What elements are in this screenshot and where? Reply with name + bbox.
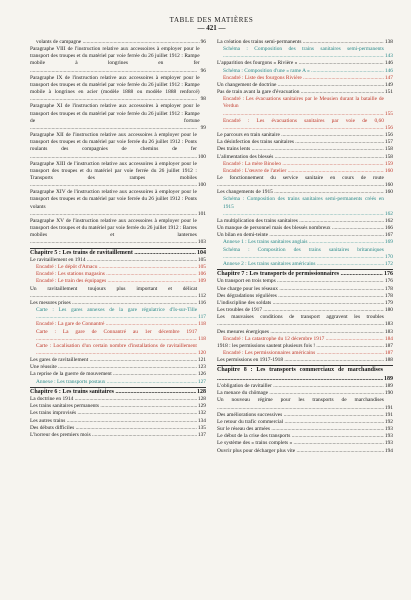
toc-entry-title: Paragraphe XIV de l'instruction relative aux accessoires à employer pour le transport des troupes et du matériel par voie ferrée du 26 juillet 1912 : Ponts volants ..... [30, 189, 197, 218]
toc-entry [30, 329, 206, 343]
toc-entry-page: 162 [384, 210, 393, 217]
toc-entry-page: 179 [384, 299, 393, 306]
toc-entry-title: Encadré : Le train des équipages ..... [36, 278, 197, 285]
toc-entry-page: 149 [384, 81, 393, 88]
toc-entry-page: 146 [384, 60, 393, 67]
toc-entry-page: 118 [198, 335, 206, 342]
toc-entry [30, 379, 206, 386]
toc-entry [30, 257, 206, 264]
toc-entry-page: 112 [198, 292, 206, 299]
toc-entry [217, 448, 393, 455]
toc-entry-title: Paragraphe VIII de l'instruction relative aux accessoires à employer pour le transport des troupes et du matériel par voie ferrée du 26 juillet 1912 : Rampe mobile à longrines en fer ..... [30, 46, 200, 75]
toc-entry-title: Carte : Localisation d'un certain nombre d'installations de ravitaillement ..... [36, 343, 197, 357]
toc-entry [217, 278, 393, 285]
toc-entry-title: L'horreur des premiers mois ..... [30, 432, 197, 439]
toc-entry [30, 75, 206, 104]
toc-entry-page: 178 [384, 292, 393, 299]
toc-entry-title: Un nouveau régime pour les transports de marchandises ..... [217, 397, 384, 411]
toc-entry [217, 218, 393, 225]
toc-entry-title: Schéma : Composition des trains sanitaires britanniques ..... [223, 247, 384, 261]
toc-right-column [217, 39, 393, 455]
toc-entry [30, 300, 206, 307]
toc-entry-title: Schéma : Composition des trains sanitaires semi-permanents ..... [223, 46, 384, 60]
toc-entry-page: 187 [384, 349, 393, 356]
toc-entry-page: 189 [384, 383, 393, 390]
toc-entry [30, 396, 206, 403]
toc-entry-page: 176 [384, 271, 393, 277]
toc-entry-title: Un bilan en demi-teinte ..... [217, 232, 384, 239]
toc-entry-page: 128 [197, 396, 206, 403]
toc-entry [217, 39, 393, 46]
toc-entry [30, 218, 206, 247]
toc-entry [217, 426, 393, 433]
toc-entry-title: Un ravitaillement toujours plus important et délicat ..... [30, 286, 197, 300]
toc-entry [30, 432, 206, 439]
toc-entry [30, 161, 206, 190]
toc-entry-title: La doctrine en 1914 ..... [30, 396, 197, 403]
toc-entry-page: 100 [197, 153, 206, 160]
toc-entry-page: 184 [384, 335, 393, 342]
toc-entry-page: 183 [384, 328, 393, 335]
toc-entry [30, 278, 206, 285]
toc-entry-title: Paragraphe XIII de l'instruction relative aux accessoires à employer pour le transport des troupes et du matériel par voie ferrée du 26 juillet 1912 : Transports des rampes mobiles ..... [30, 161, 197, 190]
toc-entry [30, 39, 206, 46]
toc-entry-title: Chapitre 6 : Les trains sanitaires ..... [30, 388, 196, 396]
toc-entry [217, 336, 393, 343]
toc-entry-page: 121 [197, 357, 206, 364]
toc-entry-title: Encadré : La catastrophe du 12 décembre 1917 ..... [223, 336, 384, 343]
toc-entry-title: Chapitre 7 : Les transports de permissionnaires ..... [217, 270, 383, 278]
toc-entry-page: 158 [384, 146, 393, 153]
toc-entry-page: 166 [384, 225, 393, 232]
toc-entry-page: 127 [197, 378, 206, 385]
toc-entry-title: L'indiscipline des soldats ..... [217, 300, 384, 307]
toc-entry-title: Schéma : Composition des trains sanitaires semi-permanents créés en 1915 ..... [223, 196, 384, 217]
toc-entry-page: 116 [198, 299, 206, 306]
toc-entry-page: 160 [384, 167, 393, 174]
toc-entry-title: Paragraphe IX de l'instruction relative aux accessoires à employer pour le transport des troupes et du matériel par voie ferrée du 26 juillet 1912 : Rampe mobile à longrines en acier (modèle 1888 ou modèle 1888 renforcé) ..... [30, 75, 200, 104]
toc-entry-title: Les changements de 1915 ..... [217, 189, 384, 196]
toc-entry [217, 82, 393, 89]
toc-entry-page: 172 [384, 260, 393, 267]
toc-entry [217, 350, 393, 357]
toc-entry [30, 371, 206, 378]
toc-entry [30, 307, 206, 321]
toc-entry [30, 321, 206, 328]
page-number: — 421 — [197, 24, 226, 32]
toc-entry-title: Ouvrir plus pour décharger plus vite ..... [217, 448, 384, 455]
toc-entry-title: La création des trains semi-permanents ..... [217, 39, 384, 46]
toc-entry [217, 247, 393, 261]
toc-entry-page: 183 [384, 321, 393, 328]
page-header: TABLE DES MATIÈRES [169, 16, 254, 24]
toc-entry-page: 146 [384, 67, 393, 74]
toc-entry [217, 225, 393, 232]
toc-entry-title: Le début de la crise des transports ..... [217, 433, 384, 440]
toc-entry-page: 134 [197, 417, 206, 424]
toc-entry-title: Encadré : Les permissionnaires américains ..... [223, 350, 384, 357]
toc-entry-title: Encadré : Liste des fourgons Rivière ..... [223, 75, 384, 82]
toc-entry-page: 189 [384, 375, 393, 382]
toc-entry [30, 271, 206, 278]
toc-entry-title: Carte : Les gares annexes de la gare régulatrice d'Is-sur-Tille ..... [36, 307, 197, 321]
toc-entry [30, 264, 206, 271]
toc-entry-title: Les mauvaises conditions de transport aggravent les troubles ..... [217, 314, 384, 328]
toc-entry-title: Les permissions en 1917-1918 ..... [217, 357, 384, 364]
toc-entry [217, 189, 393, 196]
toc-entry [217, 433, 393, 440]
toc-entry-title: Les trains improvisés ..... [30, 410, 197, 417]
toc-entry-page: 138 [384, 39, 393, 45]
toc-chapter-heading [217, 365, 393, 383]
toc-entry [30, 418, 206, 425]
toc-entry-title: Paragraphe XI de l'instruction relative aux accessoires à employer pour le transport des troupes et du matériel par voie ferrée du 26 juillet 1912 : Rampe de fortune ..... [30, 103, 200, 132]
toc-entry [217, 139, 393, 146]
toc-entry-page: 105 [197, 256, 206, 263]
toc-entry-page: 159 [384, 160, 393, 167]
toc-entry-page: 160 [384, 189, 393, 196]
toc-entry [217, 293, 393, 300]
toc-entry-title: Paragraphe XII de l'instruction relative aux accessoires à employer pour le transport des troupes et du matériel par voie ferrée du 26 juillet 1912 : Ponts roulants des compagnies de chemins de fer ..... [30, 132, 197, 161]
toc-entry [217, 329, 393, 336]
toc-chapter-heading [217, 269, 393, 278]
toc-entry-title: Encadré : Les évacuations sanitaires par voie de 0,60 ..... [223, 118, 384, 132]
toc-entry-title: Encadré : La gare de Connantré ..... [36, 321, 197, 328]
toc-chapter-heading [30, 387, 206, 396]
toc-entry-page: 169 [384, 239, 393, 246]
toc-entry-title: L'obligation de ravitailler ..... [217, 383, 384, 390]
toc-entry [217, 314, 393, 328]
toc-entry-page: 191 [384, 404, 393, 411]
toc-entry-page: 96 [200, 67, 206, 74]
toc-entry-page: 117 [198, 314, 206, 321]
toc-entry-title: Des trains lents ..... [217, 146, 384, 153]
toc-entry-title: Un transport en trois temps ..... [217, 278, 384, 285]
toc-entry-page: 191 [384, 411, 393, 418]
toc-entry-title: Un changement de doctrine ..... [217, 82, 384, 89]
toc-entry-page: 156 [384, 132, 393, 139]
toc-entry-page: 106 [197, 271, 206, 278]
toc-entry [217, 239, 393, 246]
toc-entry [217, 383, 393, 390]
toc-entry [217, 196, 393, 217]
toc-entry [217, 232, 393, 239]
toc-entry-title: Annexe 1 : Les trains sanitaires anglais ..... [223, 239, 384, 246]
toc-entry [217, 96, 393, 117]
toc-columns [30, 39, 393, 455]
toc-entry [217, 261, 393, 268]
toc-entry-page: 193 [384, 433, 393, 440]
toc-entry-title: Encadré : L'œuvre de l'atelier ..... [223, 168, 384, 175]
toc-entry-title: Annexe 2 : Les trains sanitaires américains ..... [223, 261, 384, 268]
toc-entry [217, 75, 393, 82]
toc-entry-page: 192 [384, 418, 393, 425]
toc-entry-title: Les trains sanitaires permanents ..... [30, 403, 197, 410]
toc-entry-page: 147 [384, 74, 393, 81]
toc-entry-page: 109 [197, 278, 206, 285]
toc-entry [30, 103, 206, 132]
toc-entry [30, 286, 206, 300]
toc-entry-page: 135 [197, 424, 206, 431]
toc-entry-title: La reprise de la guerre de mouvement ..... [30, 371, 197, 378]
toc-entry-page: 190 [384, 390, 393, 397]
toc-entry-title: Une charge pour les réseaux ..... [217, 286, 384, 293]
toc-entry [217, 286, 393, 293]
toc-entry-title: Annexe : Les transports postaux ..... [36, 379, 197, 386]
toc-entry [217, 357, 393, 364]
toc-entry-page: 158 [384, 153, 393, 160]
toc-entry-title: La multiplication des trains sanitaires ..... [217, 218, 384, 225]
toc-entry-title: La menace du chômage ..... [217, 390, 384, 397]
toc-entry-title: 1918 : les permissions sautent plusieurs fois ! ..... [217, 343, 384, 350]
toc-entry-page: 160 [384, 182, 393, 189]
toc-entry-title: Des mesures énergiques ..... [217, 329, 384, 336]
toc-entry-page: 193 [384, 426, 393, 433]
toc-entry-page: 143 [384, 53, 393, 60]
toc-entry [217, 397, 393, 411]
toc-entry [30, 403, 206, 410]
toc-entry [30, 357, 206, 364]
toc-entry [217, 118, 393, 132]
toc-entry [217, 46, 393, 60]
toc-entry-title: Sur le réseau des armées ..... [217, 426, 384, 433]
toc-entry-page: 178 [384, 285, 393, 292]
toc-entry-title: Encadré : La mère Binoleo ..... [223, 161, 384, 168]
toc-entry [30, 364, 206, 371]
toc-entry-title: Des dégradations régulières ..... [217, 293, 384, 300]
toc-entry [30, 46, 206, 75]
toc-entry-page: 151 [384, 89, 393, 96]
toc-entry-page: 167 [384, 232, 393, 239]
toc-entry-title: Les gares de ravitaillement ..... [30, 357, 197, 364]
toc-entry-page: 157 [384, 139, 393, 146]
toc-entry [217, 343, 393, 350]
toc-entry [30, 425, 206, 432]
toc-entry-title: Paragraphe XV de l'instruction relative aux accessoires à employer pour le transport des troupes et du matériel par voie ferrée du 26 juillet 1912 : Barres mobiles et lanternes ..... [30, 218, 197, 247]
toc-entry-title: Une réussite ..... [30, 364, 197, 371]
toc-entry [217, 89, 393, 96]
toc-entry [217, 300, 393, 307]
toc-entry-page: 123 [197, 364, 206, 371]
toc-entry-page: 99 [200, 124, 206, 131]
toc-entry [217, 146, 393, 153]
toc-entry-title: volants de campagne ..... [36, 39, 200, 46]
toc-entry-page: 118 [198, 321, 206, 328]
toc-entry-page: 126 [197, 371, 206, 378]
toc-entry-title: Pas de train avant la gare d'évacuation ..... [217, 89, 384, 96]
toc-entry-title: Des améliorations successives ..... [217, 412, 384, 419]
toc-entry-title: Les troubles de 1917 ..... [217, 307, 384, 314]
toc-entry [30, 410, 206, 417]
toc-entry-title: Encadré : Le dépôt d'Amacu ..... [36, 264, 197, 271]
toc-entry-page: 188 [384, 357, 393, 364]
toc-entry-title: L'apparition des fourgons « Rivière » ..... [217, 60, 384, 67]
toc-entry [30, 343, 206, 357]
toc-entry [217, 60, 393, 67]
toc-entry-title: Le système des « trains complets » ..... [217, 440, 384, 447]
toc-entry-title: Des débuts difficiles ..... [30, 425, 197, 432]
toc-entry-page: 105 [197, 264, 206, 271]
toc-entry [30, 189, 206, 218]
toc-entry [217, 132, 393, 139]
toc-entry [30, 132, 206, 161]
toc-entry-page: 98 [200, 96, 206, 103]
toc-entry-page: 132 [197, 410, 206, 417]
toc-entry-title: Encadré : Les stations magasins ..... [36, 271, 197, 278]
toc-entry [217, 307, 393, 314]
toc-entry [217, 440, 393, 447]
toc-entry-page: 101 [197, 210, 206, 217]
toc-entry-title: Le parcours en train sanitaire ..... [217, 132, 384, 139]
toc-entry-page: 137 [197, 431, 206, 438]
toc-entry-title: Carte : La gare de Connantré au 1er décembre 1917 ..... [36, 329, 197, 343]
toc-entry-title: Les mesures prises ..... [30, 300, 197, 307]
toc-entry [217, 419, 393, 426]
toc-entry-page: 120 [197, 349, 206, 356]
toc-entry-page: 156 [384, 124, 393, 131]
toc-entry-title: Un manque de personnel mais des blessés nombreux ..... [217, 225, 384, 232]
toc-entry-page: 103 [197, 239, 206, 246]
toc-entry-page: 180 [384, 307, 393, 314]
toc-entry-title: Le ravitaillement en 1914 ..... [30, 257, 197, 264]
toc-chapter-heading [30, 248, 206, 257]
toc-entry-title: Encadré : Les évacuations sanitaires par le Meusien durant la bataille de Verdun ..... [223, 96, 384, 117]
toc-left-column [30, 39, 206, 455]
toc-entry [217, 68, 393, 75]
toc-entry-page: 194 [384, 447, 393, 454]
toc-entry-page: 129 [197, 403, 206, 410]
toc-entry-page: 104 [197, 249, 206, 256]
toc-entry-page: 193 [384, 440, 393, 447]
toc-entry-page: 176 [384, 278, 393, 285]
toc-entry-title: Le retour du trafic commercial ..... [217, 419, 384, 426]
toc-entry [217, 154, 393, 161]
toc-entry-page: 155 [384, 110, 393, 117]
toc-entry-title: La désinfection des trains sanitaires ..... [217, 139, 384, 146]
toc-entry-page: 170 [384, 253, 393, 260]
toc-entry-title: Chapitre 8 : Les transports commerciaux de marchandises ..... [217, 366, 383, 383]
toc-entry-title: Le fonctionnement du service sanitaire en cours de route ..... [217, 175, 384, 189]
toc-entry-page: 187 [384, 342, 393, 349]
toc-entry-title: Chapitre 5 : Les trains de ravitaillement ..... [30, 249, 196, 257]
toc-entry-page: 128 [197, 388, 206, 395]
toc-entry [217, 161, 393, 168]
toc-entry-title: Schéma : Composition d'une « rame A » ..... [223, 68, 384, 75]
toc-entry [217, 168, 393, 175]
toc-entry-title: L'alimentation des blessés ..... [217, 154, 384, 161]
toc-entry-page: 162 [384, 217, 393, 224]
toc-entry [217, 412, 393, 419]
toc-entry-page: 96 [200, 39, 206, 45]
toc-entry [217, 390, 393, 397]
toc-entry-page: 100 [197, 182, 206, 189]
toc-entry-title: Les autres trains ..... [30, 418, 197, 425]
toc-entry [217, 175, 393, 189]
